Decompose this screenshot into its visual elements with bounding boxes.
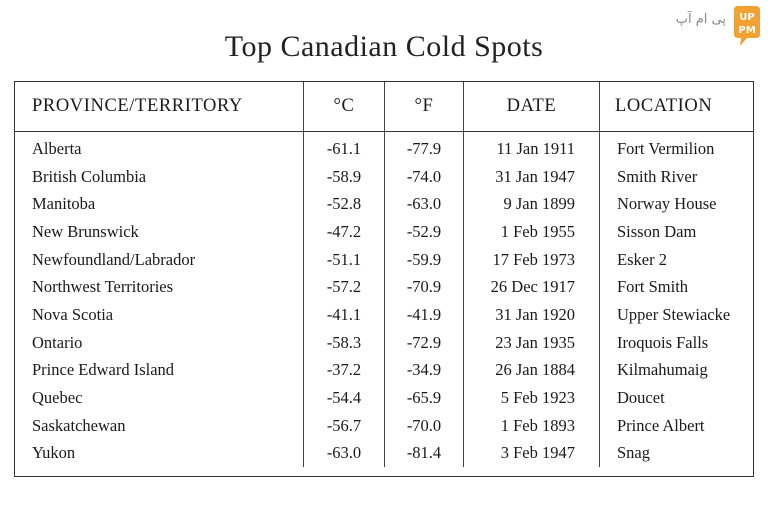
cell-date: 26 Jan 1884	[464, 357, 600, 385]
header-celsius: °C	[304, 82, 385, 132]
cell-location: Esker 2	[600, 246, 754, 274]
cell-celsius: -51.1	[304, 246, 385, 274]
cell-location: Upper Stewiacke	[600, 301, 754, 329]
cell-province: Manitoba	[32, 194, 96, 214]
cell-fahrenheit: -34.9	[385, 357, 464, 385]
svg-text:UP: UP	[739, 12, 755, 23]
table-row	[15, 301, 753, 329]
cell-province: Northwest Territories	[32, 277, 174, 297]
table-row	[15, 440, 753, 468]
cell-fahrenheit: -70.9	[385, 273, 464, 301]
table-row	[15, 163, 753, 191]
cell-fahrenheit: -72.9	[385, 329, 464, 357]
table-header-row	[15, 82, 753, 132]
cell-fahrenheit: -41.9	[385, 301, 464, 329]
cell-province: Nova Scotia	[32, 304, 114, 324]
cell-location: Iroquois Falls	[600, 329, 754, 357]
table-row	[15, 357, 753, 385]
header-province: PROVINCE/TERRITORY	[15, 82, 304, 132]
cell-fahrenheit: -63.0	[385, 190, 464, 218]
header-location: LOCATION	[600, 82, 754, 132]
cell-province: Alberta	[32, 138, 82, 158]
cell-date: 26 Dec 1917	[464, 273, 600, 301]
page-title: Top Canadian Cold Spots	[224, 30, 544, 63]
cell-celsius: -47.2	[304, 218, 385, 246]
cell-fahrenheit: -74.0	[385, 163, 464, 191]
cell-celsius: -61.1	[304, 132, 385, 163]
cell-province: Yukon	[32, 443, 76, 463]
watermark-text: پی ام آپ	[675, 12, 726, 27]
cell-location: Kilmahumaig	[600, 357, 754, 385]
table-row	[15, 329, 753, 357]
cell-province: Newfoundland/Labrador	[32, 249, 196, 269]
table-row	[15, 218, 753, 246]
cell-fahrenheit: -70.0	[385, 412, 464, 440]
cell-location: Sisson Dam	[600, 218, 754, 246]
cell-date: 1 Feb 1955	[464, 218, 600, 246]
table-row	[15, 132, 753, 163]
cell-location: Fort Smith	[600, 273, 754, 301]
svg-text:PM: PM	[738, 25, 756, 36]
cell-celsius: -37.2	[304, 357, 385, 385]
cell-celsius: -57.2	[304, 273, 385, 301]
cell-location: Norway House	[600, 190, 754, 218]
cell-date: 3 Feb 1947	[464, 440, 600, 468]
cell-province: British Columbia	[32, 166, 147, 186]
watermark	[638, 0, 768, 52]
table-row	[15, 246, 753, 274]
cold-spots-table	[14, 81, 754, 477]
cell-fahrenheit: -81.4	[385, 440, 464, 468]
cell-location: Prince Albert	[600, 412, 754, 440]
watermark-logo-icon	[730, 4, 764, 48]
cell-celsius: -41.1	[304, 301, 385, 329]
cell-date: 5 Feb 1923	[464, 384, 600, 412]
cell-date: 23 Jan 1935	[464, 329, 600, 357]
table-row	[15, 412, 753, 440]
cell-celsius: -63.0	[304, 440, 385, 468]
cell-date: 31 Jan 1920	[464, 301, 600, 329]
cell-province: Quebec	[32, 388, 83, 408]
cell-location: Doucet	[600, 384, 754, 412]
cell-date: 1 Feb 1893	[464, 412, 600, 440]
cell-province: Ontario	[32, 332, 83, 352]
cell-location: Snag	[600, 440, 754, 468]
cell-fahrenheit: -52.9	[385, 218, 464, 246]
table-row	[15, 273, 753, 301]
cell-province: Saskatchewan	[32, 415, 126, 435]
header-fahrenheit: °F	[385, 82, 464, 132]
cell-date: 11 Jan 1911	[464, 132, 600, 163]
table-row	[15, 190, 753, 218]
cell-celsius: -58.9	[304, 163, 385, 191]
cell-celsius: -52.8	[304, 190, 385, 218]
cell-fahrenheit: -77.9	[385, 132, 464, 163]
cell-location: Smith River	[600, 163, 754, 191]
cell-celsius: -56.7	[304, 412, 385, 440]
cell-celsius: -54.4	[304, 384, 385, 412]
header-date: DATE	[464, 82, 600, 132]
cell-location: Fort Vermilion	[600, 132, 754, 163]
cell-province: New Brunswick	[32, 221, 139, 241]
cell-province: Prince Edward Island	[32, 360, 175, 380]
cell-fahrenheit: -59.9	[385, 246, 464, 274]
cell-date: 9 Jan 1899	[464, 190, 600, 218]
table-row	[15, 384, 753, 412]
cell-celsius: -58.3	[304, 329, 385, 357]
cell-fahrenheit: -65.9	[385, 384, 464, 412]
cell-date: 17 Feb 1973	[464, 246, 600, 274]
cell-date: 31 Jan 1947	[464, 163, 600, 191]
